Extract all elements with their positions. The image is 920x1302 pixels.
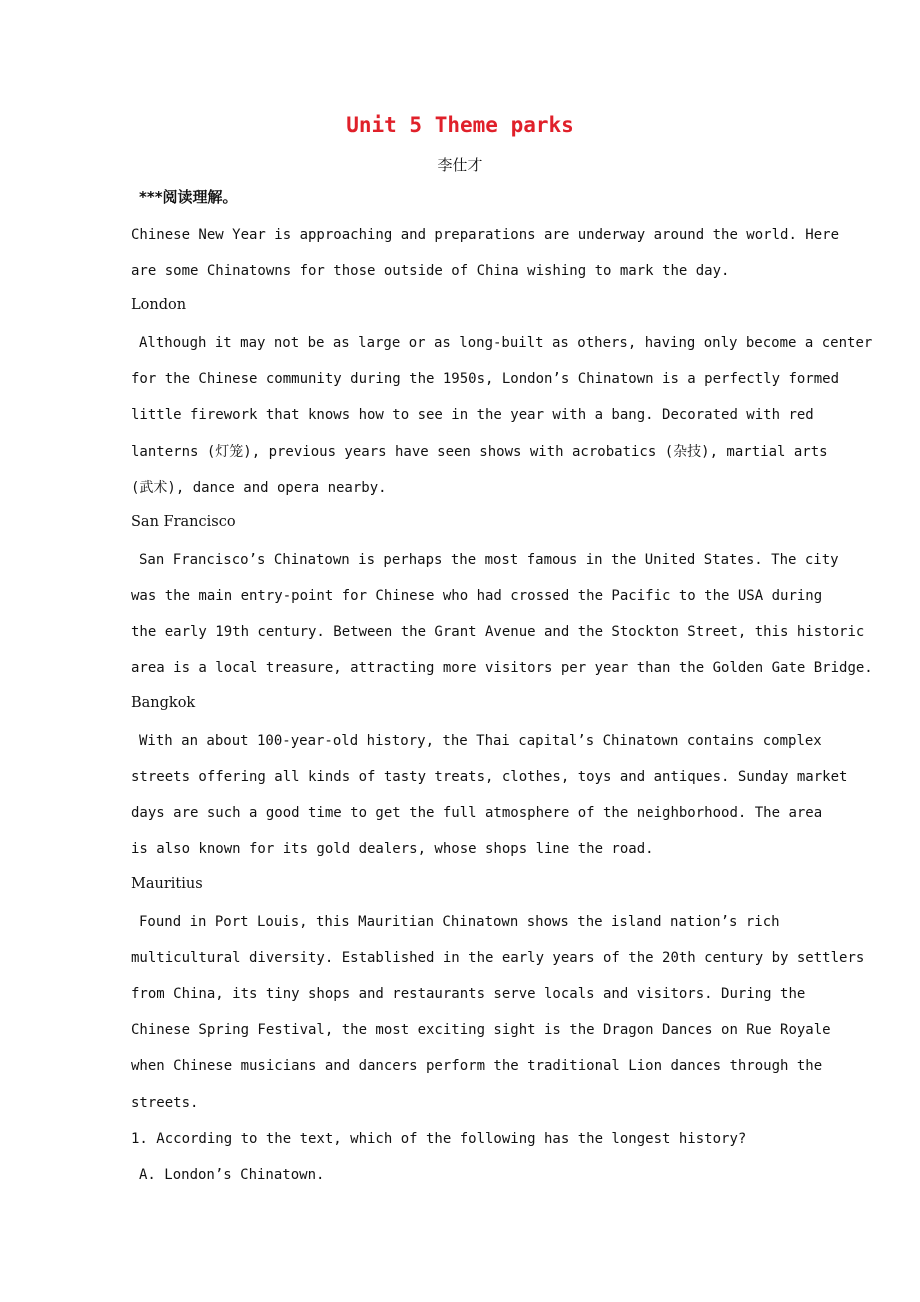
paragraph-line: streets offering all kinds of tasty treats, clothes, toys and antiques. Sunday market (131, 769, 848, 785)
paragraph-line: (武术), dance and opera nearby. (131, 480, 387, 496)
section-heading-london: London (131, 297, 187, 313)
paragraph-line: multicultural diversity. Established in the early years of the 20th century by settlers (131, 950, 865, 966)
section-heading-mauritius: Mauritius (131, 876, 203, 892)
paragraph-line: is also known for its gold dealers, whose shops line the road. (131, 841, 654, 857)
question-text: 1. According to the text, which of the following has the longest history? (131, 1131, 747, 1147)
paragraph-line: streets. (131, 1095, 199, 1111)
author-name: 李仕才 (437, 156, 483, 174)
section-label: ***阅读理解。 (139, 188, 238, 206)
paragraph-line: from China, its tiny shops and restaurants serve locals and visitors. During the (131, 986, 806, 1002)
paragraph-line: the early 19th century. Between the Grant Avenue and the Stockton Street, this historic (131, 624, 865, 640)
intro-line: are some Chinatowns for those outside of China wishing to mark the day. (131, 263, 730, 279)
paragraph-line: area is a local treasure, attracting more visitors per year than the Golden Gate Bridge. (131, 660, 873, 676)
section-heading-bangkok: Bangkok (131, 695, 196, 711)
answer-option-a: A. London’s Chinatown. (139, 1167, 325, 1183)
intro-line: Chinese New Year is approaching and preparations are underway around the world. Here (131, 227, 840, 243)
paragraph-line: lanterns (灯笼), previous years have seen shows with acrobatics (杂技), martial arts (131, 444, 828, 460)
paragraph-line: for the Chinese community during the 1950s, London’s Chinatown is a perfectly formed (131, 371, 840, 387)
paragraph-line: Although it may not be as large or as long-built as others, having only become a center (139, 335, 873, 351)
section-heading-san-francisco: San Francisco (131, 514, 236, 530)
paragraph-line: little firework that knows how to see in the year with a bang. Decorated with red (131, 407, 814, 423)
paragraph-line: was the main entry-point for Chinese who had crossed the Pacific to the USA during (131, 588, 823, 604)
document-title: Unit 5 Theme parks (346, 113, 574, 137)
paragraph-line: San Francisco’s Chinatown is perhaps the most famous in the United States. The city (139, 552, 839, 568)
paragraph-line: Chinese Spring Festival, the most exciting sight is the Dragon Dances on Rue Royale (131, 1022, 831, 1038)
paragraph-line: days are such a good time to get the full atmosphere of the neighborhood. The area (131, 805, 823, 821)
paragraph-line: when Chinese musicians and dancers perform the traditional Lion dances through the (131, 1058, 823, 1074)
paragraph-line: Found in Port Louis, this Mauritian Chinatown shows the island nation’s rich (139, 914, 780, 930)
paragraph-line: With an about 100-year-old history, the Thai capital’s Chinatown contains complex (139, 733, 822, 749)
